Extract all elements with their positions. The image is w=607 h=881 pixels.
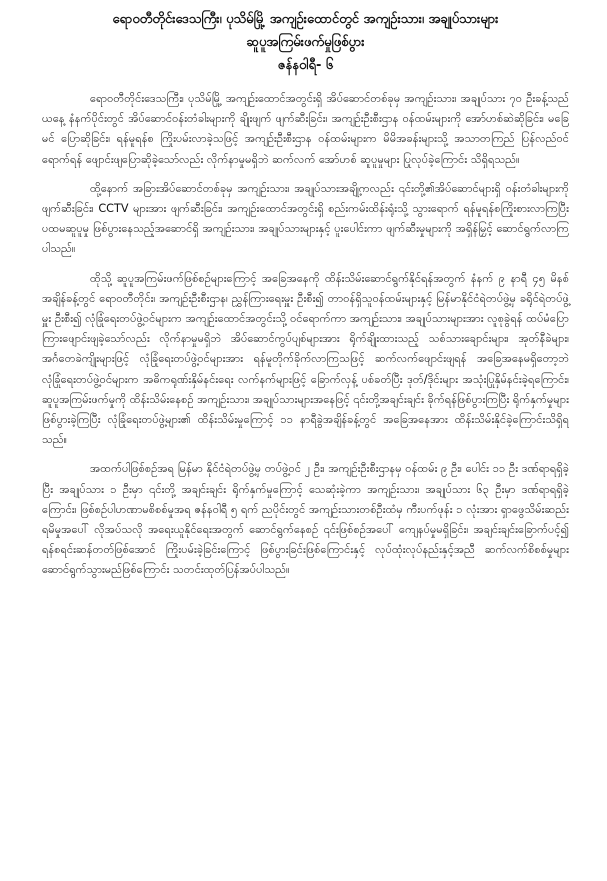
- headline-line-2: ဆူပူအကြမ်းဖက်မှုဖြစ်ပွား: [246, 35, 365, 50]
- headline-line-1: ရောဝတီတိုင်းဒေသကြီး၊ ပုသိမ်မြို့ အကျဉ်းထောင်တွင် အကျဉ်းသား၊ အချုပ်သားများ: [112, 12, 499, 27]
- article-paragraph-4: အထက်ပါဖြစ်စဉ်အရ မြန်မာ နိုင်ငံရဲတပ်ဖွဲ့မှ တပ်ဖွဲ့ဝင် ၂ ဦး၊ အကျဉ်းဦးစီးဌာနမှ ဝန်ထမ်း ၉ ဦး၊ ပေါင်း ၁၁ ဦး ဒဏ်ရာရရှိခဲ့ပြီး အချုပ်သား ၁ ဦးမှာ ၎င်းတို့ အချင်းချင်း ရိုက်နှက်မှုကြောင့် သေဆုံးခဲ့ကာ အကျဉ်းသား၊ အချုပ်သား ၆၃ ဦးမှာ ဒဏ်ရာရရှိခဲ့ကြောင်း၊ ဖြစ်စဉ်ပါဟဏာမစိစစ်မှုအရ ဇန်နဝါရီ ၅ ရက် ညပိုင်းတွင် အကျဉ်းသားတစ်ဦးထံမှ ကီးပက်ဖုန်း ၁ လုံးအား ရှာဖွေသိမ်းဆည်းရမိမှုအပေါ် လိုအပ်သလို အရေးယူနိုင်ရေးအတွက် ဆောင်ရွက်နေစဉ် ၎င်းဖြစ်စဉ်အပေါ် ကျေနပ်မှုမရှိခြင်း၊ အချင်းချင်းခြောက်ပင့်၍ ရန်စရင်းဆန်တတ်ဖြစ်အောင် ကြိုးပမ်းခဲ့ခြင်းကြောင့် ဖြစ်ပွားခြင်းဖြစ်ကြောင်းနှင့် လုပ်ထုံးလုပ်နည်းနှင့်အညီ ဆက်လက်စိစစ်မှုများ ဆောင်ရွက်သွားမည်ဖြစ်ကြောင်း သတင်းထုတ်ပြန်အပ်ပါသည်။: [42, 462, 569, 577]
- article-paragraph-3: ထိုသို့ ဆူပူအကြမ်းဖက်ဖြစ်စဉ်များကြောင့် အခြေအနေကို ထိန်းသိမ်းဆောင်ရွက်နိုင်ရန်အတွက် နံနက် ၉ နာရီ ၄၅ မိနစ်အချိန်ခန့်တွင် ရောဝတီတိုင်း၊ အကျဉ်းဦးစီးဌာန၊ ညွှန်ကြားရေးမှူး ဦးစီး၍ တာဝန်ရှိသူဝန်ထမ်းများနှင့် မြန်မာနိုင်ငံရဲတပ်ဖွဲ့မှ ခရိုင်ရဲတပ်ဖွဲ့မှူး ဦးစီး၍ လုံခြုံရေးတပ်ဖွဲ့ဝင်များက အကျဉ်းထောင်အတွင်းသို့ ဝင်ရောက်ကာ အကျဉ်းသား၊ အချုပ်သားများအား လူစုခွဲရန် ထပ်မံပြောကြားဖျောင်းဖျခဲ့သော်လည်း လိုက်နာမှုမရှိဘဲ အိပ်ဆောင်ကွပ်ပျစ်များအား ရိုက်ချိုးထားသည့် သစ်သားချောင်းများ၊ အုတ်နီခဲများ၊ အင်္ဂတေခဲကျိုးများဖြင့် လုံခြုံရေးတပ်ဖွဲ့ဝင်များအား ရန်မူတိုက်ခိုက်လာကြသဖြင့် ဆက်လက်ဖျောင်းဖျရန် အခြေအနေမရှိတော့ဘဲ လုံခြုံရေးတပ်ဖွဲ့ဝင်များက အဓိကရုဏ်းနှိမ်နင်းရေး လက်နက်များဖြင့် ခြောက်လှန့် ပစ်ခတ်ပြီး ဒုတ်/ဒိုင်းများ အသုံးပြုနှိမ်နင်းခဲ့ရကြောင်း၊ ဆူပူအကြမ်းဖက်မှုကို ထိန်းသိမ်းနေစဉ် အကျဉ်းသား၊ အချုပ်သားများအနေဖြင့် ၎င်းတို့အချင်းချင်း ခိုက်ရန်ဖြစ်ပွားကြပြီး ရိုက်နှက်မှုများ ဖြစ်ပွားခဲ့ကြပြီး လုံခြုံရေးတပ်ဖွဲ့များ၏ ထိန်းသိမ်းမှုကြောင့် ၁၁ နာရီခွဲအချိန်ခန့်တွင် အခြေအနေအား ထိန်းသိမ်းနိုင်ခဲ့ကြောင်းသိရှိရသည်။: [42, 271, 569, 447]
- article-paragraph-2: ထို့နောက် အခြားအိပ်ဆောင်တစ်ခုမှ အကျဉ်းသား၊ အချုပ်သားအချို့ကလည်း ၎င်းတို့၏အိပ်ဆောင်များရှိ ဝန်းတံခါးများကို ဖျက်ဆီးခြင်း၊ CCTV များအား ဖျက်ဆီးခြင်း၊ အကျဉ်းထောင်အတွင်းရှိ စည်းကမ်းထိန်းရုံးသို့ သွားရောက် ရန်မူရန်စကြိုးစားလာကြပြီး ပထမဆူပူမှု ဖြစ်ပွားနေသည့်အဆောင်ရှိ အကျဉ်းသား၊ အချုပ်သားများနှင့် ပူးပေါင်းကာ ဖျက်ဆီးမှုများကို အရှိန်မြှင့် ဆောင်ရွက်လာကြပါသည်။: [42, 181, 569, 256]
- article-paragraph-1: ရောဝတီတိုင်းဒေသကြီး၊ ပုသိမ်မြို့ အကျဉ်းထောင်အတွင်းရှိ အိပ်ဆောင်တစ်ခုမှ အကျဉ်းသား၊ အချုပ်သား ၇၀ ဦးခန့်သည် ယနေ့ နံနက်ပိုင်းတွင် အိပ်ဆောင်ဝန်းတံခါးများကို ချိုးဖျက် ဖျက်ဆီးခြင်း၊ အကျဉ်းဦးစီးဌာန ဝန်ထမ်းများကို အော်ဟစ်ဆဲဆိုခြင်း၊ မခြေမင် ပြောဆိုခြင်း၊ ရန်မူရန်စ ကြိုးပမ်းလာခဲ့သဖြင့် အကျဉ်းဦးစီးဌာန ဝန်ထမ်းများက မိမိအခန်းများသို့ အသာတကြည် ပြန်လည်ဝင်ရောက်ရန် ဖျောင်းဖျပြောဆိုခဲ့သော်လည်း လိုက်နာမှုမရှိဘဲ ဆက်လက် အော်ဟစ် ဆူပူမှုများ ပြုလုပ်ခဲ့ကြောင်း သိရှိရသည်။: [42, 92, 569, 166]
- dateline: ဇန်နဝါရီ- ၆: [277, 58, 334, 73]
